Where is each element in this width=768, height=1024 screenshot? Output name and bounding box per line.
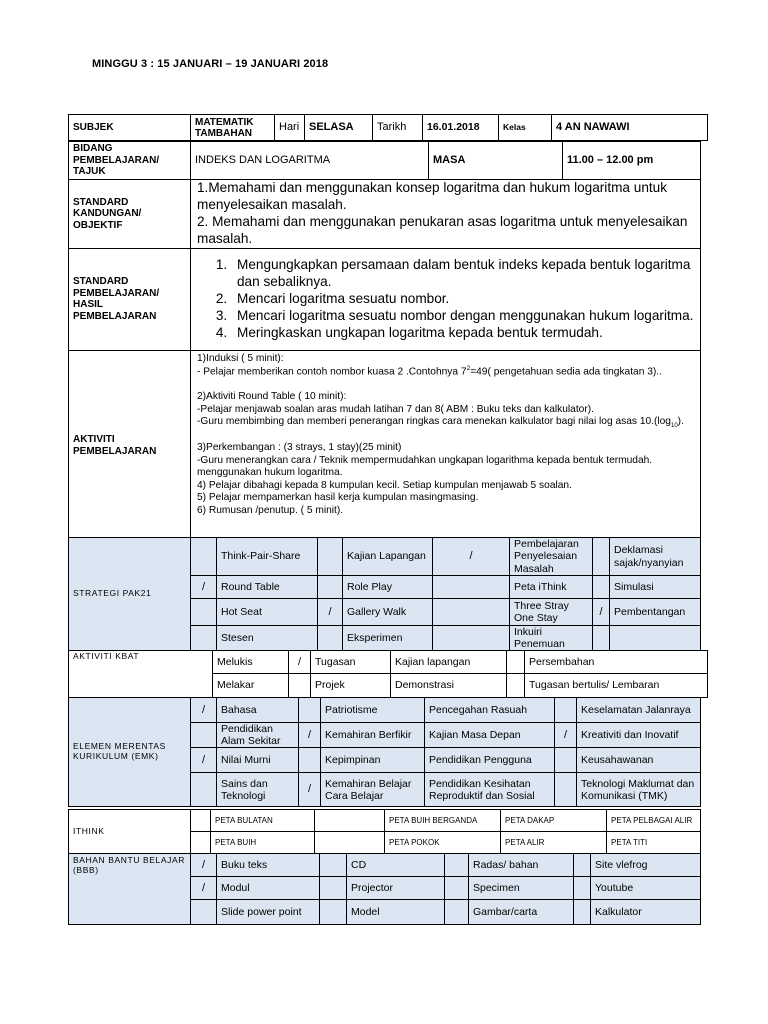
bbb-mark [445,877,469,900]
ithink-mark [191,810,211,832]
emk-mark: / [191,748,217,773]
bbb-item: Specimen [469,877,574,900]
pak21-item: Hot Seat [217,599,318,626]
ithink-item: PETA PELBAGAI ALIR [607,810,701,832]
kbat-mark [507,651,525,674]
pak21-label: STRATEGI PAK21 [69,538,191,651]
emk-item: Teknologi Maklumat dan Komunikasi (TMK) [577,773,701,807]
pak21-mark: / [191,576,217,599]
bbb-mark [320,877,347,900]
aktiviti-line-7: -Guru menerangkan cara / Teknik mempermudahkan ungkapan logarithma kepada bentuk termudah. menggunakan hukum logaritma. [197,454,653,479]
bbb-mark [191,900,217,925]
emk-mark [299,748,321,773]
ithink-item: PETA ALIR [501,832,607,854]
kbat-item: Tugasan bertulis/ Lembaran [525,674,708,698]
bbb-mark [574,900,591,925]
emk-item: Sains dan Teknologi [217,773,299,807]
page-title: MINGGU 3 : 15 JANUARI – 19 JANUARI 2018 [92,58,329,70]
aktiviti-line-5: -Guru membimbing dan memberi penerangan ringkas cara menekan kalkulator bagi nilai log asas $10.(\log_{10})$. [197,416,684,430]
aktiviti-line-3: 2)Aktiviti Round Table ( 10 minit): [197,391,347,403]
pak21-item: Peta iThink [510,576,593,599]
emk-mark: / [299,723,321,748]
bbb-table [68,853,701,925]
pak21-mark: / [318,599,343,626]
pak21-item: Eksperimen [343,626,433,651]
masa-label: MASA [429,142,563,180]
emk-item: Pendidikan Pengguna [425,748,555,773]
emk-item: Pendidikan Alam Sekitar [217,723,299,748]
pak21-item: Think-Pair-Share [217,538,318,576]
hasil-item-2: 2. Mencari logaritma sesuatu nombor. [231,291,696,308]
bbb-item: Model [347,900,445,925]
ithink-item: PETA BUIH [211,832,315,854]
hari-value: SELASA [305,115,373,141]
emk-mark [299,698,321,723]
bbb-mark [445,900,469,925]
pak21-item: Kajian Lapangan [343,538,433,576]
bbb-mark [445,854,469,877]
pak21-item: Pembelajaran Penyelesaian Masalah [510,538,593,576]
emk-item: Patriotisme [321,698,425,723]
ithink-item: PETA POKOK [385,832,501,854]
kbat-item: Melakar [213,674,289,698]
bbb-item: Site vlefrog [591,854,701,877]
ithink-item: PETA BUIH BERGANDA [385,810,501,832]
kbat-item: Tugasan [311,651,391,674]
emk-item: Kepimpinan [321,748,425,773]
ithink-mark [191,832,211,854]
pak21-mark [191,538,217,576]
emk-mark: / [555,723,577,748]
hari-label: Hari [275,115,305,141]
kelas-label: Kelas [499,115,552,141]
hasil-item-3: 3. Mencari logaritma sesuatu nombor dengan menggunakan hukum logaritma. [231,308,696,325]
subjek-value: MATEMATIK TAMBAHAN [191,115,275,141]
subjek-label: SUBJEK [69,115,191,141]
emk-item: Kajian Masa Depan [425,723,555,748]
emk-item: Kreativiti dan Inovatif [577,723,701,748]
pak21-item: Stesen [217,626,318,651]
hasil-item-4: 4. Meringkaskan ungkapan logaritma kepada bentuk termudah. [231,325,696,342]
bbb-item: Kalkulator [591,900,701,925]
kbat-item: Demonstrasi [391,674,507,698]
objektif-2: 2. Memahami dan menggunakan penukaran asas logaritma untuk menyelesaikan masalah. [197,213,688,246]
ithink-table [68,809,701,854]
emk-item: Pendidikan Kesihatan Reproduktif dan Sosial [425,773,555,807]
pak21-mark [191,599,217,626]
kbat-mark [507,674,525,698]
bidang-value: INDEKS DAN LOGARITMA [191,142,429,180]
aktiviti-line-8: 4) Pelajar dibahagi kepada 8 kumpulan kecil. Setiap kumpulan menjawab 5 soalan. [197,479,572,491]
bbb-item: Youtube [591,877,701,900]
kbat-mark: / [289,651,311,674]
pak21-mark [318,538,343,576]
bbb-label: BAHAN BANTU BELAJAR (BBB) [69,854,191,925]
pak21-mark: / [433,538,510,576]
pak21-mark [433,576,510,599]
emk-item: Kemahiran Belajar Cara Belajar [321,773,425,807]
pak21-item: Inkuiri Penemuan [510,626,593,651]
emk-mark [555,773,577,807]
ithink-mark [315,810,385,832]
subject-row [68,114,708,141]
bbb-mark [320,854,347,877]
pak21-item: Round Table [217,576,318,599]
aktiviti-value [191,350,701,541]
pak21-mark [318,576,343,599]
bidang-label: BIDANG PEMBELAJARAN/ TAJUK [69,142,191,180]
aktiviti-line-6: 3)Perkembangan : (3 strays, 1 stay)(25 minit) [197,442,402,454]
bbb-item: CD [347,854,445,877]
standard-pembelajaran-value [191,248,701,350]
ithink-label: ITHINK [69,810,191,854]
hasil-list [195,257,696,342]
pak21-item: Three Stray One Stay [510,599,593,626]
tarikh-label: Tarikh [373,115,423,141]
pak21-mark [593,626,610,651]
emk-mark: / [299,773,321,807]
kbat-item: Persembahan [525,651,708,674]
standard-pembelajaran-label: STANDARD PEMBELAJARAN/ HASIL PEMBELAJARAN [69,248,191,350]
bbb-mark: / [191,877,217,900]
emk-item: Bahasa [217,698,299,723]
emk-label: ELEMEN MERENTAS KURIKULUM (EMK) [69,698,191,807]
aktiviti-line-10: 6) Rumusan /penutup. ( 5 minit). [197,504,344,516]
hasil-item-1: 1. Mengungkapkan persamaan dalam bentuk indeks kepada bentuk logaritma dan sebaliknya. [231,257,696,291]
emk-item: Keusahawanan [577,748,701,773]
emk-item: Keselamatan Jalanraya [577,698,701,723]
bbb-item: Radas/ bahan [469,854,574,877]
objektif-1: 1.Memahami dan menggunakan konsep logaritma dan hukum logaritma untuk menyelesaikan masalah. [197,180,668,212]
pak21-mark [433,626,510,651]
bbb-item: Projector [347,877,445,900]
pak21-mark [433,599,510,626]
emk-mark [555,748,577,773]
pak21-item: Gallery Walk [343,599,433,626]
kbat-item: Melukis [213,651,289,674]
pak21-item: Role Play [343,576,433,599]
emk-item: Pencegahan Rasuah [425,698,555,723]
kelas-value: 4 AN NAWAWI [552,115,708,141]
emk-mark [191,773,217,807]
emk-item: Kemahiran Berfikir [321,723,425,748]
pak21-mark [593,538,610,576]
tarikh-value: 16.01.2018 [423,115,499,141]
kbat-item: Projek [311,674,391,698]
emk-item: Nilai Murni [217,748,299,773]
aktiviti-line-2: - Pelajar memberikan contoh nombor kuasa 2 .Contohnya $7^2=49$( pengetahuan sedia ada tingkatan 3).. [197,365,662,378]
emk-mark: / [191,698,217,723]
emk-table [68,697,701,807]
ithink-item: PETA BULATAN [211,810,315,832]
bbb-item: Slide power point [217,900,320,925]
masa-value: 11.00 – 12.00 pm [563,142,701,180]
emk-mark [191,723,217,748]
aktiviti-line-1: 1)Induksi ( 5 minit): [197,352,284,364]
pak21-item: Simulasi [610,576,701,599]
emk-mark [555,698,577,723]
kbat-item: Kajian lapangan [391,651,507,674]
kbat-table [68,650,708,698]
aktiviti-line-4: -Pelajar menjawab soalan aras mudah latihan 7 dan 8( ABM : Buku teks dan kalkulator). [197,403,594,415]
bbb-mark [574,854,591,877]
bbb-item: Gambar/carta [469,900,574,925]
standard-kandungan-label: STANDARD KANDUNGAN/ OBJEKTIF [69,180,191,249]
ithink-item: PETA TITI [607,832,701,854]
bbb-item: Modul [217,877,320,900]
aktiviti-line-9: 5) Pelajar mempamerkan hasil kerja kumpulan masingmasing. [197,492,479,504]
bbb-mark [574,877,591,900]
pak21-item: Deklamasi sajak/nyanyian [610,538,701,576]
kbat-mark [289,674,311,698]
bbb-mark [320,900,347,925]
ithink-mark [315,832,385,854]
kbat-label: AKTIVITI KBAT [69,651,213,698]
pak21-mark [593,576,610,599]
main-table [68,141,701,542]
ithink-item: PETA DAKAP [501,810,607,832]
bbb-item: Buku teks [217,854,320,877]
standard-kandungan-value [191,180,701,249]
bbb-mark: / [191,854,217,877]
pak21-table [68,537,701,651]
pak21-mark [191,626,217,651]
aktiviti-label: AKTIVITI PEMBELAJARAN [69,350,191,541]
pak21-mark: / [593,599,610,626]
pak21-item [610,626,701,651]
pak21-item: Pembentangan [610,599,701,626]
pak21-mark [318,626,343,651]
